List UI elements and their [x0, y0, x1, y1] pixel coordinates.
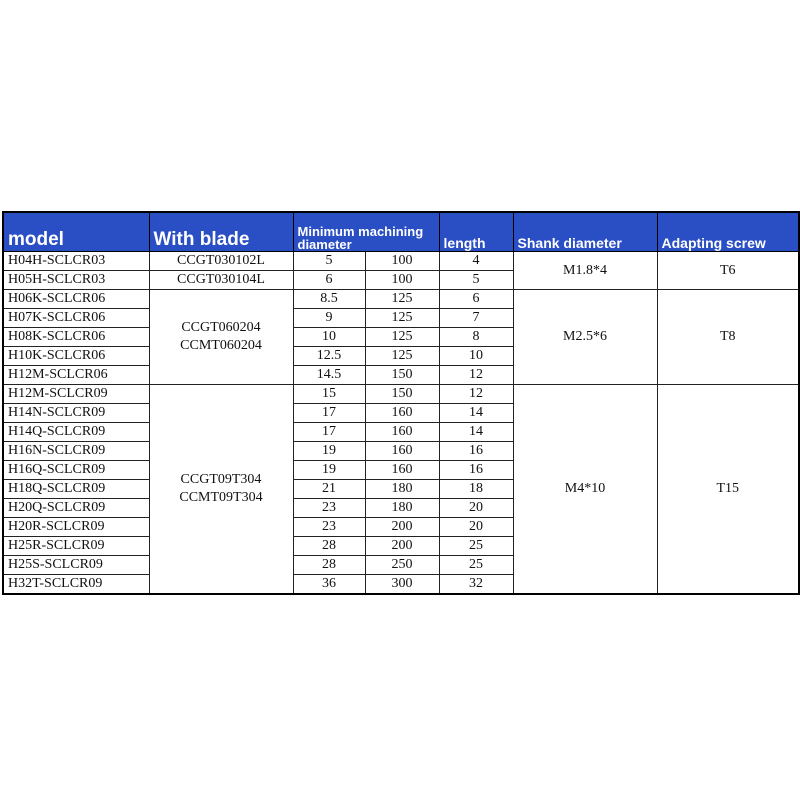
header-adapting-screw: Adapting screw — [657, 212, 799, 252]
mid-value-cell: 125 — [365, 347, 439, 366]
model-cell: H08K-SCLCR06 — [3, 328, 149, 347]
model-cell: H16Q-SCLCR09 — [3, 461, 149, 480]
mid-value-cell: 180 — [365, 480, 439, 499]
header-model: model — [3, 212, 149, 252]
adapting-screw-cell: T15 — [657, 385, 799, 595]
min-diameter-cell: 12.5 — [293, 347, 365, 366]
header-row — [3, 212, 799, 252]
header-length: length — [439, 212, 513, 252]
length-cell: 16 — [439, 461, 513, 480]
length-cell: 32 — [439, 575, 513, 595]
mid-value-cell: 250 — [365, 556, 439, 575]
model-cell: H05H-SCLCR03 — [3, 271, 149, 290]
mid-value-cell: 150 — [365, 385, 439, 404]
model-cell: H04H-SCLCR03 — [3, 252, 149, 271]
length-cell: 14 — [439, 404, 513, 423]
model-cell: H25R-SCLCR09 — [3, 537, 149, 556]
header-min-machining-line1: Minimum machining — [297, 224, 424, 239]
blade-name: CCGT09T304 — [180, 472, 262, 487]
model-cell: H18Q-SCLCR09 — [3, 480, 149, 499]
min-diameter-cell: 14.5 — [293, 366, 365, 385]
mid-value-cell: 100 — [365, 252, 439, 271]
length-cell: 8 — [439, 328, 513, 347]
mid-value-cell: 180 — [365, 499, 439, 518]
length-cell: 25 — [439, 537, 513, 556]
model-cell: H10K-SCLCR06 — [3, 347, 149, 366]
header-min-machining-line2: diameter — [297, 237, 352, 252]
shank-diameter-cell: M4*10 — [513, 385, 657, 595]
spec-table — [2, 211, 800, 595]
length-cell: 20 — [439, 518, 513, 537]
blade-group-cell — [149, 385, 293, 595]
adapting-screw-cell: T8 — [657, 290, 799, 385]
min-diameter-cell: 8.5 — [293, 290, 365, 309]
adapting-screw-cell: T6 — [657, 252, 799, 290]
length-cell: 25 — [439, 556, 513, 575]
mid-value-cell: 100 — [365, 271, 439, 290]
length-cell: 18 — [439, 480, 513, 499]
mid-value-cell: 125 — [365, 328, 439, 347]
min-diameter-cell: 17 — [293, 404, 365, 423]
shank-diameter-cell: M2.5*6 — [513, 290, 657, 385]
mid-value-cell: 125 — [365, 290, 439, 309]
header-min-machining-diameter — [293, 212, 439, 252]
model-cell: H16N-SCLCR09 — [3, 442, 149, 461]
length-cell: 12 — [439, 385, 513, 404]
model-cell: H20Q-SCLCR09 — [3, 499, 149, 518]
blade-cell: CCGT030102L — [149, 252, 293, 271]
model-cell: H20R-SCLCR09 — [3, 518, 149, 537]
mid-value-cell: 125 — [365, 309, 439, 328]
min-diameter-cell: 36 — [293, 575, 365, 595]
mid-value-cell: 160 — [365, 461, 439, 480]
min-diameter-cell: 10 — [293, 328, 365, 347]
min-diameter-cell: 6 — [293, 271, 365, 290]
blade-group-cell — [149, 290, 293, 385]
model-cell: H32T-SCLCR09 — [3, 575, 149, 595]
min-diameter-cell: 19 — [293, 442, 365, 461]
model-cell: H06K-SCLCR06 — [3, 290, 149, 309]
mid-value-cell: 200 — [365, 537, 439, 556]
table-row — [3, 385, 799, 404]
header-shank-diameter: Shank diameter — [513, 212, 657, 252]
mid-value-cell: 300 — [365, 575, 439, 595]
table-row — [3, 290, 799, 309]
length-cell: 5 — [439, 271, 513, 290]
length-cell: 12 — [439, 366, 513, 385]
min-diameter-cell: 21 — [293, 480, 365, 499]
model-cell: H25S-SCLCR09 — [3, 556, 149, 575]
min-diameter-cell: 23 — [293, 518, 365, 537]
model-cell: H14N-SCLCR09 — [3, 404, 149, 423]
min-diameter-cell: 23 — [293, 499, 365, 518]
header-with-blade: With blade — [149, 212, 293, 252]
length-cell: 10 — [439, 347, 513, 366]
length-cell: 7 — [439, 309, 513, 328]
model-cell: H12M-SCLCR06 — [3, 366, 149, 385]
shank-diameter-cell: M1.8*4 — [513, 252, 657, 290]
min-diameter-cell: 5 — [293, 252, 365, 271]
model-cell: H07K-SCLCR06 — [3, 309, 149, 328]
blade-name: CCGT060204 — [181, 320, 261, 335]
blade-name: CCMT09T304 — [179, 490, 263, 505]
length-cell: 16 — [439, 442, 513, 461]
min-diameter-cell: 9 — [293, 309, 365, 328]
model-cell: H14Q-SCLCR09 — [3, 423, 149, 442]
mid-value-cell: 200 — [365, 518, 439, 537]
mid-value-cell: 160 — [365, 442, 439, 461]
length-cell: 14 — [439, 423, 513, 442]
mid-value-cell: 160 — [365, 404, 439, 423]
mid-value-cell: 150 — [365, 366, 439, 385]
model-cell: H12M-SCLCR09 — [3, 385, 149, 404]
mid-value-cell: 160 — [365, 423, 439, 442]
min-diameter-cell: 28 — [293, 537, 365, 556]
length-cell: 4 — [439, 252, 513, 271]
length-cell: 20 — [439, 499, 513, 518]
blade-cell: CCGT030104L — [149, 271, 293, 290]
length-cell: 6 — [439, 290, 513, 309]
blade-name: CCMT060204 — [180, 338, 262, 353]
table-row — [3, 252, 799, 271]
min-diameter-cell: 17 — [293, 423, 365, 442]
min-diameter-cell: 28 — [293, 556, 365, 575]
min-diameter-cell: 19 — [293, 461, 365, 480]
min-diameter-cell: 15 — [293, 385, 365, 404]
